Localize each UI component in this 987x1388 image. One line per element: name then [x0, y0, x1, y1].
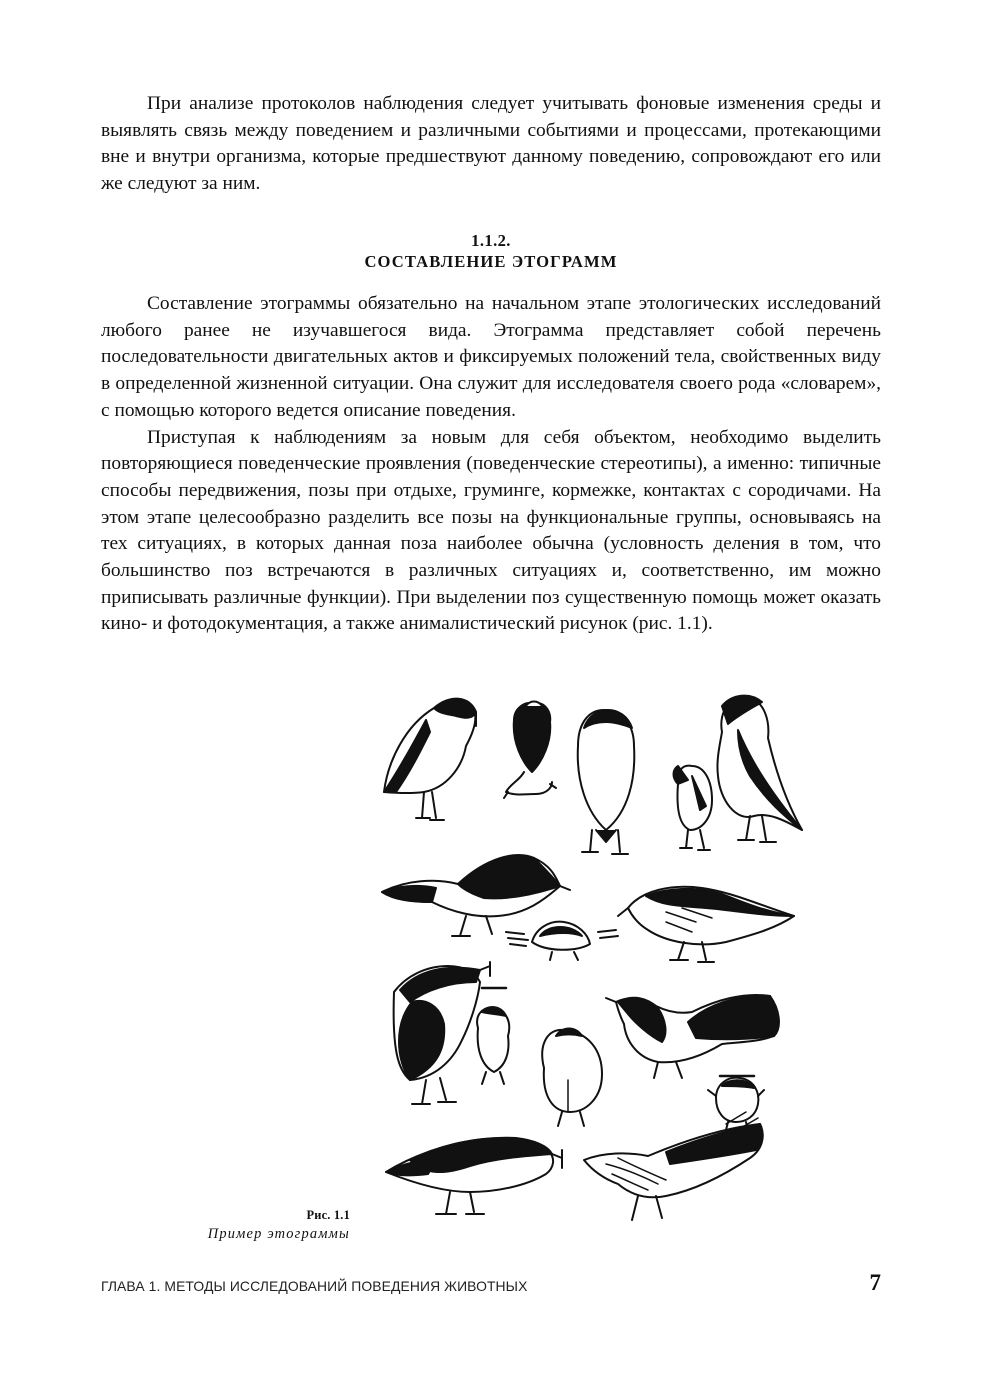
bird-front-upright — [578, 710, 635, 854]
section-body — [101, 291, 881, 638]
bird-stretched-forward — [386, 1138, 562, 1214]
body-paragraph-1: Составление этограммы обязательно на начальном этапе этологических исследований любого ранее не изучавшегося вида. Этограмма представляет собой перечень последовательности двигательных актов и фиксируемых положений тела, свойственных виду в определенной жизненной ситуации. Она служит для исследователя своего рода «словарем», с помощью которого ведется описание поведения. — [101, 293, 881, 421]
ethogram-figure — [366, 680, 816, 1240]
running-footer-chapter: ГЛАВА 1. МЕТОДЫ ИССЛЕДОВАНИЙ ПОВЕДЕНИЯ ЖИВОТНЫХ — [101, 1278, 528, 1294]
bird-perched-preening — [384, 699, 476, 820]
figure-caption — [160, 1206, 350, 1244]
intro-paragraph: При анализе протоколов наблюдения следует учитывать фоновые изменения среды и выявлять связь между поведением и различными событиями и процессами, протекающими вне и внутри организма, которые предшествуют данному поведению, сопровождают его или же следуют за ним. — [101, 93, 881, 195]
intro-text — [101, 91, 881, 198]
figure-title: Пример этограммы — [207, 1226, 350, 1242]
figure-number: Рис. 1.1 — [306, 1208, 350, 1222]
bird-low-crouch-gaping — [584, 1112, 763, 1220]
bird-posture-drawings — [366, 680, 816, 1240]
bird-singing-upright — [394, 962, 490, 1104]
bird-small-spread-front — [708, 1076, 764, 1130]
section-number: 1.1.2. — [471, 231, 511, 250]
bird-front-crouched — [532, 922, 618, 960]
bird-fluffed-front — [542, 1029, 602, 1127]
page-number: 7 — [869, 1270, 881, 1295]
body-paragraph-2: Приступая к наблюдениям за новым для себя объектом, необходимо выделить повторяющиеся поведенческие проявления (поведенческие стереотипы), а именно: типичные способы передвижения, позы при отдыхе, груминге, кормежке, контактах с сородичами. На этом этапе целесообразно разделить все позы на функциональные группы, основываясь на тех ситуациях, в которых данная поза наиболее обычна (условность деления в том, что большинство поз встречаются в различных ситуациях и, соответственно, им можно приписывать различные функции). При выделении поз существенную помощь может оказать кино- и фотодокументация, а также анималистический рисунок (рис. 1.1). — [101, 426, 881, 635]
bird-perched-alert — [717, 696, 802, 842]
section-title: СОСТАВЛЕНИЕ ЭТОГРАММ — [364, 252, 618, 271]
bird-hunched-feeding — [618, 887, 794, 962]
bird-small-perched — [674, 766, 713, 850]
bird-front-bowing — [504, 702, 556, 799]
bird-tail-fanned-display — [606, 995, 779, 1078]
bird-small-front-upright — [477, 988, 509, 1084]
section-heading — [101, 230, 881, 272]
